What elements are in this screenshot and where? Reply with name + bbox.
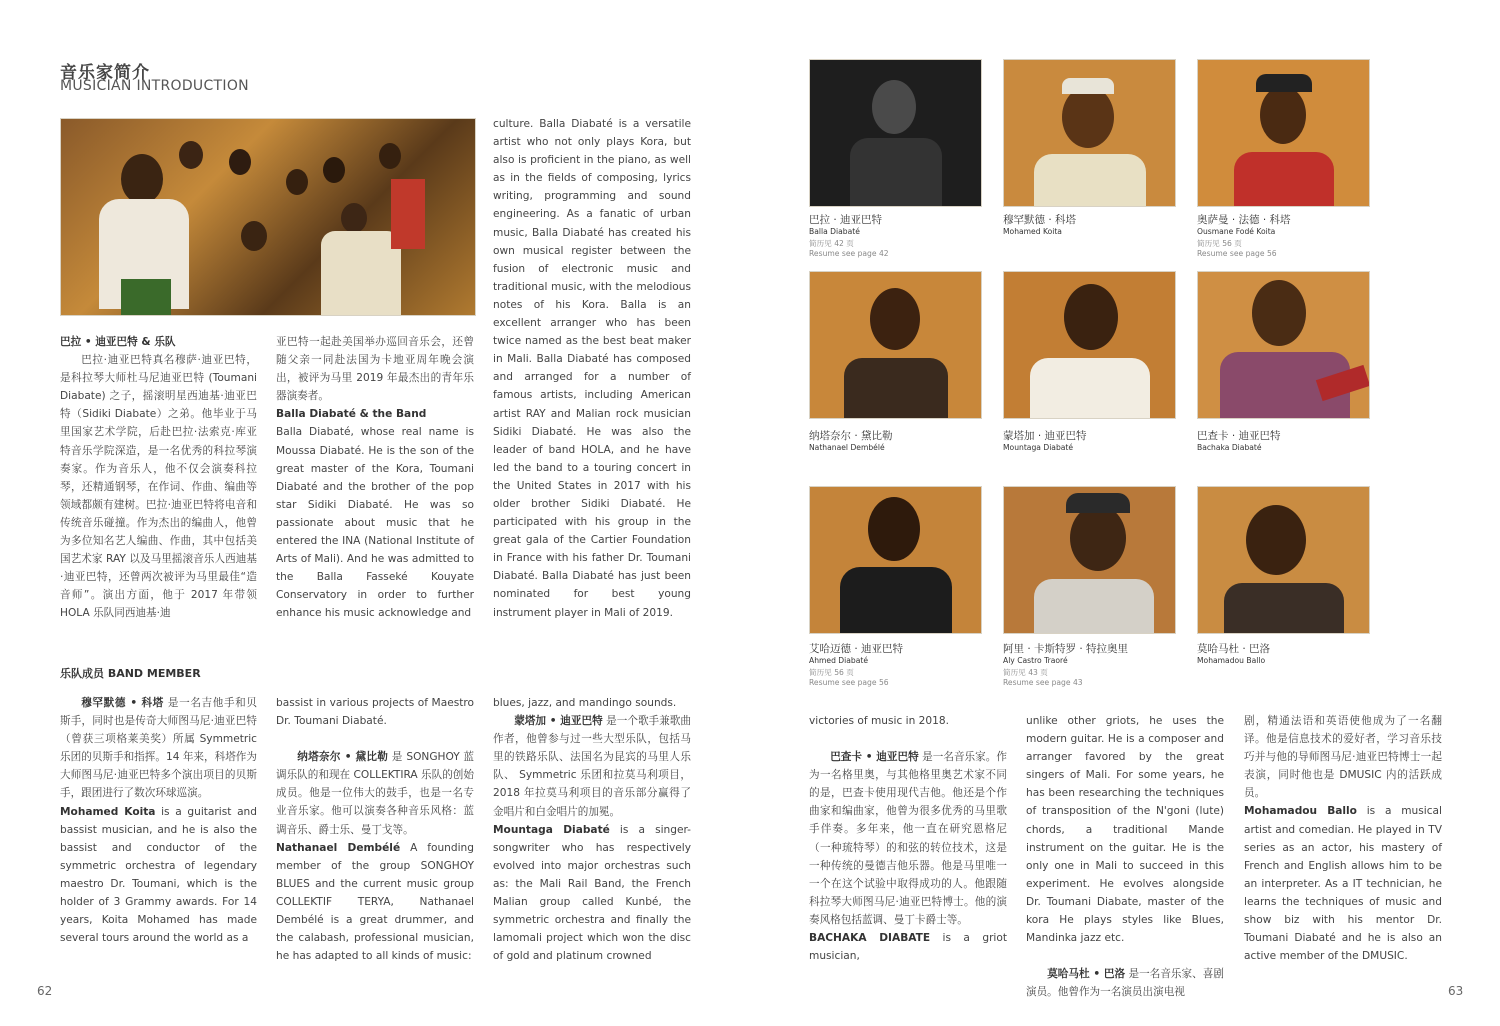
portrait-name-cn: 莫哈马杜 · 巴洛 (1197, 643, 1271, 655)
bio-cn-title: 巴拉 • 迪亚巴特 & 乐队 (60, 336, 176, 348)
member-text-en-cont: victories of music in 2018. (809, 715, 949, 727)
portrait-note-en: Resume see page 43 (1003, 678, 1083, 687)
page-title-en: MUSICIAN INTRODUCTION (60, 78, 249, 94)
portrait-name-cn: 阿里 · 卡斯特罗 · 特拉奥里 (1003, 643, 1129, 655)
portrait-name-cn: 巴查卡 · 迪亚巴特 (1197, 430, 1281, 442)
portrait-card (809, 486, 982, 688)
member-name-cn: 莫哈马杜 • 巴洛 (1047, 968, 1126, 981)
member-text-cn-cont: 剧，精通法语和英语使他成为了一名翻译。他是信息技术的爱好者，学习音乐技巧并与他的导师图马尼·迪亚巴特博士一起表演，同时他也是 DMUSIC 内的活跃成员。 (1244, 715, 1442, 800)
member-text-en: is a griot musician, (809, 932, 1008, 963)
portrait-photo (809, 59, 982, 207)
member-text-en: is a musical artist and comedian. He played in TV series as an actor, his mastery of French and English allows him to be an interpreter. As a IT technician, he learns the techniques of music and show biz with his mentor Dr. Toumani Diabaté and he is also an active member of the DMUSIC. (1244, 805, 1442, 963)
portrait-name-en: Bachaka Diabaté (1197, 443, 1262, 452)
bio-en-column (493, 115, 691, 622)
member-text-cn: 是一名音乐家、喜剧演员。他曾作为一名演员出演电视 (1026, 968, 1224, 999)
member-name-en: Nathanael Dembélé (276, 841, 401, 854)
member-name-cn: 蒙塔加 • 迪亚巴特 (514, 715, 603, 728)
portrait-name-en: Mohamed Koita (1003, 227, 1062, 236)
section-title-band-member: 乐队成员 BAND MEMBER (60, 667, 201, 680)
member-text-en-cont: blues, jazz, and mandingo sounds. (493, 697, 677, 709)
member-text-en-cont: bassist in various projects of Maestro Dr. Toumani Diabaté. (276, 697, 474, 728)
portrait-photo (1197, 486, 1370, 634)
member-column-5 (1026, 712, 1224, 1001)
member-text-en: is a singer-songwriter who has respectively evolved into major orchestras such as: the Mali Rail Band, the French Malian group called Kunbé, the symmetric orchestra and finally the lamomali project which won the disc of gold and platinum crowned (493, 823, 691, 963)
page-title-cn: 音乐家简介 (60, 63, 150, 83)
portrait-card (809, 59, 982, 259)
portrait-note-cn: 简历见 43 页 (1003, 668, 1048, 677)
portrait-photo (1197, 59, 1370, 207)
bio-en-text-cont: culture. Balla Diabaté is a versatile artist who not only plays Kora, but also is proficient in the piano, as well as in the fields of composing, lyrics writing, programming and sound engineering. As a fanatic of urban music, Balla Diabaté has created his own musical register between the fusion of electronic music and traditional music, with the melodious notes of his Kora. Balla is an excellent arranger who has been twice named as the best beat maker in Mali. Balla Diabaté has composed and arranged for a number of famous artists, including American artist RAY and Malian rock musician Sidiki Diabaté. He was also the leader of band HOLA, and he have led the band to a touring concert in the United States in 2017 with his older brother Sidiki Diabaté. He participated with his group in the great gala of the Cartier Foundation in France with his father Dr. Toumani Diabaté. Balla Diabaté has just been nominated for best young instrument player in Mali of 2019. (493, 118, 691, 619)
member-name-en: BACHAKA DIABATE (809, 932, 931, 945)
portrait-note-en: Resume see page 56 (1197, 249, 1277, 258)
bio-cn-column (60, 333, 257, 623)
band-photo (60, 118, 476, 316)
portrait-card (1003, 59, 1176, 236)
member-text-en-cont: unlike other griots, he uses the modern guitar. He is a composer and arranger favored by the great singers of Mali. For some years, he has been researching the techniques of transposition of the N'goni (lute) chords, a traditional Mande instrument on the guitar. He is the only one in Mali to succeed in this experiment. He evolves alongside Dr. Toumani Diabate, master of the kora He plays styles like Blues, Mandinka jazz etc. (1026, 715, 1224, 945)
portrait-photo (1003, 486, 1176, 634)
member-column-4 (809, 712, 1007, 965)
portrait-card (1003, 486, 1176, 688)
portrait-photo (809, 271, 982, 419)
portrait-name-en: Aly Castro Traoré (1003, 656, 1068, 665)
bio-mid-column (276, 333, 474, 623)
member-name-en: Mountaga Diabaté (493, 823, 610, 836)
portrait-photo (1003, 59, 1176, 207)
member-column-1 (60, 694, 257, 947)
member-text-en: is a guitarist and bassist musician, and he is also the bassist and conductor of the symmetric orchestra of legendary maestro Dr. Toumani, which is the holder of 3 Grammy awards. For 14 years, Koita Mohamed has made several tours around the world as a (60, 805, 257, 945)
portrait-name-cn: 纳塔奈尔 · 黛比勒 (809, 430, 893, 442)
member-text-cn: 是一名音乐家。作为一名格里奥，与其他格里奥艺术家不同的是，巴查卡使用现代吉他。他还是个作曲家和编曲家，他曾为很多优秀的马里歌手伴奏。多年来，他一直在研究恩格尼（一种琉特琴）的和弦的转位技术，这是一种传统的曼德吉他乐器。他是马里唯一一个在这个试验中取得成功的人。他跟随科拉琴大师图马尼·迪亚巴特博士。他的演奏风格包括蓝调、曼丁卡爵士等。 (809, 751, 1007, 926)
bio-en-title: Balla Diabaté & the Band (276, 408, 427, 421)
portrait-note-cn: 简历见 56 页 (809, 668, 854, 677)
portrait-photo (809, 486, 982, 634)
portrait-name-en: Ahmed Diabaté (809, 656, 869, 665)
portrait-note-en: Resume see page 42 (809, 249, 889, 258)
member-name-en: Mohamadou Ballo (1244, 805, 1357, 818)
portrait-note-cn: 简历见 42 页 (809, 239, 854, 248)
bio-en-text: Balla Diabaté, whose real name is Moussa Diabaté. He is the son of the great master of the Kora, Toumani Diabaté and the brother of the pop star Sidiki Diabaté. He was so passionate about music that he entered the INA (National Institute of Arts of Mali). And he was admitted to the Balla Fasseké Kouyate Conservatory in order to further enhance his music acknowledge and (276, 426, 474, 620)
bio-cn-text: 巴拉·迪亚巴特真名穆萨·迪亚巴特，是科拉琴大师杜马尼迪亚巴特 (Toumani Diabate) 之子，摇滚明星西迪基·迪亚巴特（Sidiki Diabate）之弟。他毕业于马里国家艺术学院，后赴巴拉·法索克·库亚特音乐学院深造，是一名优秀的科拉琴演奏家。作为音乐人，他不仅会演奏科拉琴，还精通钢琴，在作词、作曲、编曲等领域都颇有建树。巴拉·迪亚巴特将电音和传统音乐碰撞。作为杰出的编曲人，他曾为多位知名艺人编曲、作曲，其中包括美国艺术家 RAY 以及马里摇滚音乐人西迪基·迪亚巴特，还曾两次被评为马里最佳“造音师”。演出方面，他于 2017 年带领 HOLA 乐队同西迪基·迪 (60, 354, 257, 620)
member-name-cn: 穆罕默德 • 科塔 (81, 697, 164, 709)
portrait-name-en: Balla Diabaté (809, 227, 860, 236)
member-name-cn: 纳塔奈尔 • 黛比勒 (297, 751, 389, 764)
portrait-name-cn: 蒙塔加 · 迪亚巴特 (1003, 430, 1087, 442)
portrait-card (1197, 59, 1370, 259)
portrait-note-en: Resume see page 56 (809, 678, 889, 687)
portrait-name-en: Mohamadou Ballo (1197, 656, 1266, 665)
portrait-name-cn: 艾哈迈德 · 迪亚巴特 (809, 643, 904, 655)
page-number-right: 63 (1448, 984, 1464, 998)
member-column-3 (493, 694, 691, 965)
page-number-left: 62 (37, 984, 53, 998)
member-text-en: A founding member of the group SONGHOY BLUES and the current music group COLLEKTIF TERYA, Nathanael Dembélé is a great drummer, and the calabash, professional musician, he has adapted to all kinds of music: (276, 841, 474, 963)
member-column-6 (1244, 712, 1442, 965)
member-text-cn: 是一名吉他手和贝斯手，同时也是传奇大师图马尼·迪亚巴特（曾获三项格莱美奖）所属 Symmetric 乐团的贝斯手和指挥。14 年来，科塔作为大师图马尼·迪亚巴特多个演出项目的贝斯手，跟团进行了数次环球巡演。 (60, 697, 257, 800)
portrait-photo (1003, 271, 1176, 419)
portrait-name-en: Mountaga Diabaté (1003, 443, 1074, 452)
portrait-card (1197, 486, 1370, 665)
portrait-name-en: Nathanael Dembélé (809, 443, 885, 452)
member-text-cn: 是 SONGHOY 蓝调乐队的和现在 COLLEKTIRA 乐队的创始成员。他是一位伟大的鼓手，也是一名专业音乐家。他可以演奏各种音乐风格：蓝调音乐、爵士乐、曼丁戈等。 (276, 751, 474, 836)
portrait-name-en: Ousmane Fodé Koita (1197, 227, 1276, 236)
portrait-card (1197, 271, 1370, 452)
portrait-card (809, 271, 982, 452)
member-name-cn: 巴查卡 • 迪亚巴特 (830, 751, 919, 764)
member-name-en: Mohamed Koita (60, 805, 156, 818)
portrait-name-cn: 奥萨曼 · 法德 · 科塔 (1197, 214, 1291, 226)
portrait-name-cn: 穆罕默德 · 科塔 (1003, 214, 1077, 226)
portrait-name-cn: 巴拉 · 迪亚巴特 (809, 214, 883, 226)
portrait-note-cn: 简历见 56 页 (1197, 239, 1242, 248)
portrait-card (1003, 271, 1176, 452)
bio-cn-text-cont: 亚巴特一起赴美国举办巡回音乐会，还曾随父亲一同赴法国为卡地亚周年晚会演出，被评为马里 2019 年最杰出的青年乐器演奏者。 (276, 336, 474, 403)
member-text-cn: 是一个歌手兼歌曲作者，他曾参与过一些大型乐队，包括马里的铁路乐队、法国名为昆宾的马里人乐队、 Symmetric 乐团和拉莫马利项目，2018 年拉莫马利项目的音乐部分赢得了金唱片和白金唱片的加冕。 (493, 715, 691, 818)
portrait-photo (1197, 271, 1370, 419)
member-column-2 (276, 694, 474, 965)
